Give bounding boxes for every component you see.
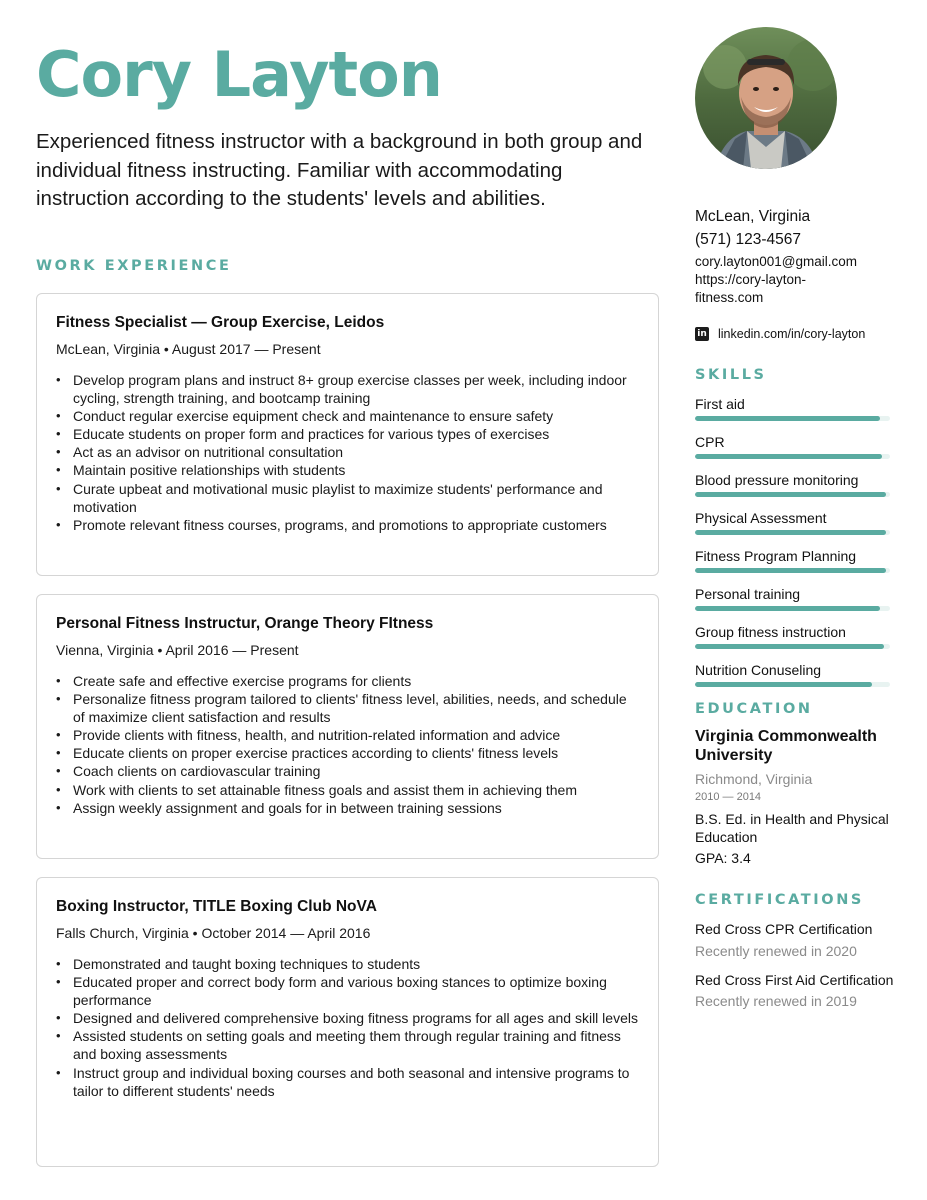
- job-bullets: [56, 672, 639, 817]
- job-meta: McLean, Virginia • August 2017 — Present: [56, 341, 321, 357]
- skill-level-bar: [695, 416, 890, 421]
- list-item: • Conduct regular exercise equipment check and maintenance to ensure safety: [73, 407, 639, 425]
- skill-level-bar: [695, 606, 890, 611]
- job-title: Personal Fitness Instructur, Orange Theory FItness: [56, 615, 434, 632]
- skill-level-fill: [695, 644, 884, 649]
- skill-level-fill: [695, 454, 882, 459]
- skill-level-bar: [695, 568, 890, 573]
- list-item: • Demonstrated and taught boxing techniques to students: [73, 955, 639, 973]
- job-card: [36, 293, 659, 576]
- list-item: • Develop program plans and instruct 8+ group exercise classes per week, including indoor cycling, strength training, and bootcamp training: [73, 371, 639, 407]
- list-item: • Instruct group and individual boxing courses and both seasonal and intensive programs to tailor to different students' needs: [73, 1064, 639, 1100]
- education-entry: [695, 727, 895, 866]
- skill-level-fill: [695, 682, 872, 687]
- list-item: • Work with clients to set attainable fitness goals and assist them in achieving them: [73, 781, 639, 799]
- skill-name: First aid: [695, 396, 745, 412]
- list-item: • Provide clients with fitness, health, and nutrition-related information and advice: [73, 726, 639, 744]
- skill-item: [695, 472, 895, 497]
- certification-note: Recently renewed in 2020: [695, 942, 857, 959]
- list-item: • Designed and delivered comprehensive boxing fitness programs for all ages and skill levels: [73, 1009, 639, 1027]
- skill-level-fill: [695, 568, 886, 573]
- job-card: [36, 877, 659, 1167]
- contact-website-line1: https://cory-layton-: [695, 272, 807, 287]
- contact-location: McLean, Virginia: [695, 208, 811, 225]
- skill-name: Blood pressure monitoring: [695, 472, 859, 488]
- contact-website[interactable]: [695, 271, 895, 307]
- skill-level-bar: [695, 530, 890, 535]
- skill-name: Physical Assessment: [695, 510, 827, 526]
- education-location: Richmond, Virginia: [695, 771, 813, 787]
- skill-level-bar: [695, 492, 890, 497]
- job-title: Fitness Specialist — Group Exercise, Leidos: [56, 314, 385, 331]
- list-item: • Personalize fitness program tailored to clients' fitness level, abilities, needs, and schedule of maximize client satisfaction and results: [73, 690, 639, 726]
- skill-name: CPR: [695, 434, 725, 450]
- list-item: • Assign weekly assignment and goals for in between training sessions: [73, 799, 639, 817]
- candidate-name: Cory Layton: [36, 38, 442, 111]
- education-degree: B.S. Ed. in Health and Physical Education: [695, 811, 889, 845]
- skill-level-bar: [695, 682, 890, 687]
- list-item: • Curate upbeat and motivational music playlist to maximize students' performance and motivation: [73, 480, 639, 516]
- sidebar-column: [695, 27, 895, 1010]
- education-dates: 2010 — 2014: [695, 791, 762, 803]
- skills-heading: SKILLS: [695, 367, 767, 383]
- skill-name: Nutrition Conuseling: [695, 662, 822, 678]
- list-item: • Coach clients on cardiovascular training: [73, 762, 639, 780]
- job-card: [36, 594, 659, 859]
- job-bullets: [56, 955, 639, 1100]
- certification-item: [695, 920, 895, 960]
- list-item: • Create safe and effective exercise programs for clients: [73, 672, 639, 690]
- list-item: • Act as an advisor on nutritional consultation: [73, 443, 639, 461]
- skill-level-fill: [695, 530, 886, 535]
- list-item: • Educate students on proper form and practices for various types of exercises: [73, 425, 639, 443]
- skill-level-bar: [695, 454, 890, 459]
- skill-level-fill: [695, 492, 886, 497]
- education-school: Virginia Commonwealth University: [695, 728, 877, 764]
- profile-photo: [695, 27, 837, 169]
- contact-website-line2: fitness.com: [695, 290, 764, 305]
- list-item: • Educate clients on proper exercise practices according to clients' fitness levels: [73, 744, 639, 762]
- contact-phone: (571) 123-4567: [695, 231, 801, 248]
- list-item: • Assisted students on setting goals and meeting them through regular training and fitness and boxing assessments: [73, 1027, 639, 1063]
- job-meta: Falls Church, Virginia • October 2014 — April 2016: [56, 925, 371, 941]
- skill-item: [695, 548, 895, 573]
- main-column: [36, 30, 660, 274]
- education-heading: EDUCATION: [695, 701, 813, 717]
- linkedin-link[interactable]: [695, 327, 895, 341]
- list-item: • Promote relevant fitness courses, programs, and promotions to appropriate customers: [73, 516, 639, 534]
- skill-item: [695, 662, 895, 687]
- skill-name: Personal training: [695, 586, 801, 602]
- linkedin-icon: in: [695, 327, 709, 341]
- skill-item: [695, 396, 895, 421]
- job-title: Boxing Instructor, TITLE Boxing Club NoVA: [56, 898, 377, 915]
- job-bullets: [56, 371, 639, 534]
- contact-email[interactable]: cory.layton001@gmail.com: [695, 254, 858, 269]
- certification-item: [695, 971, 895, 1011]
- skill-level-bar: [695, 644, 890, 649]
- certification-note: Recently renewed in 2019: [695, 993, 857, 1009]
- certifications-heading: CERTIFICATIONS: [695, 892, 864, 908]
- profile-photo-illustration: [695, 27, 837, 169]
- skills-list: [695, 396, 895, 687]
- certification-name: Red Cross CPR Certification: [695, 921, 873, 937]
- skill-name: Fitness Program Planning: [695, 548, 857, 564]
- skill-level-fill: [695, 606, 880, 611]
- skill-item: [695, 586, 895, 611]
- job-meta: Vienna, Virginia • April 2016 — Present: [56, 642, 299, 658]
- list-item: • Maintain positive relationships with students: [73, 461, 639, 479]
- profile-summary: Experienced fitness instructor with a background in both group and individual fitness instructing. Familiar with accommodating instruction according to the students' levels and abilities.: [36, 130, 643, 210]
- linkedin-url: linkedin.com/in/cory-layton: [718, 327, 866, 341]
- skill-item: [695, 624, 895, 649]
- certification-name: Red Cross First Aid Certification: [695, 971, 894, 988]
- work-experience-heading: WORK EXPERIENCE: [36, 257, 232, 274]
- education-gpa: GPA: 3.4: [695, 850, 751, 866]
- skill-item: [695, 510, 895, 535]
- skill-item: [695, 434, 895, 459]
- skill-level-fill: [695, 416, 880, 421]
- list-item: • Educated proper and correct body form and various boxing stances to optimize boxing performance: [73, 973, 639, 1009]
- skill-name: Group fitness instruction: [695, 624, 846, 640]
